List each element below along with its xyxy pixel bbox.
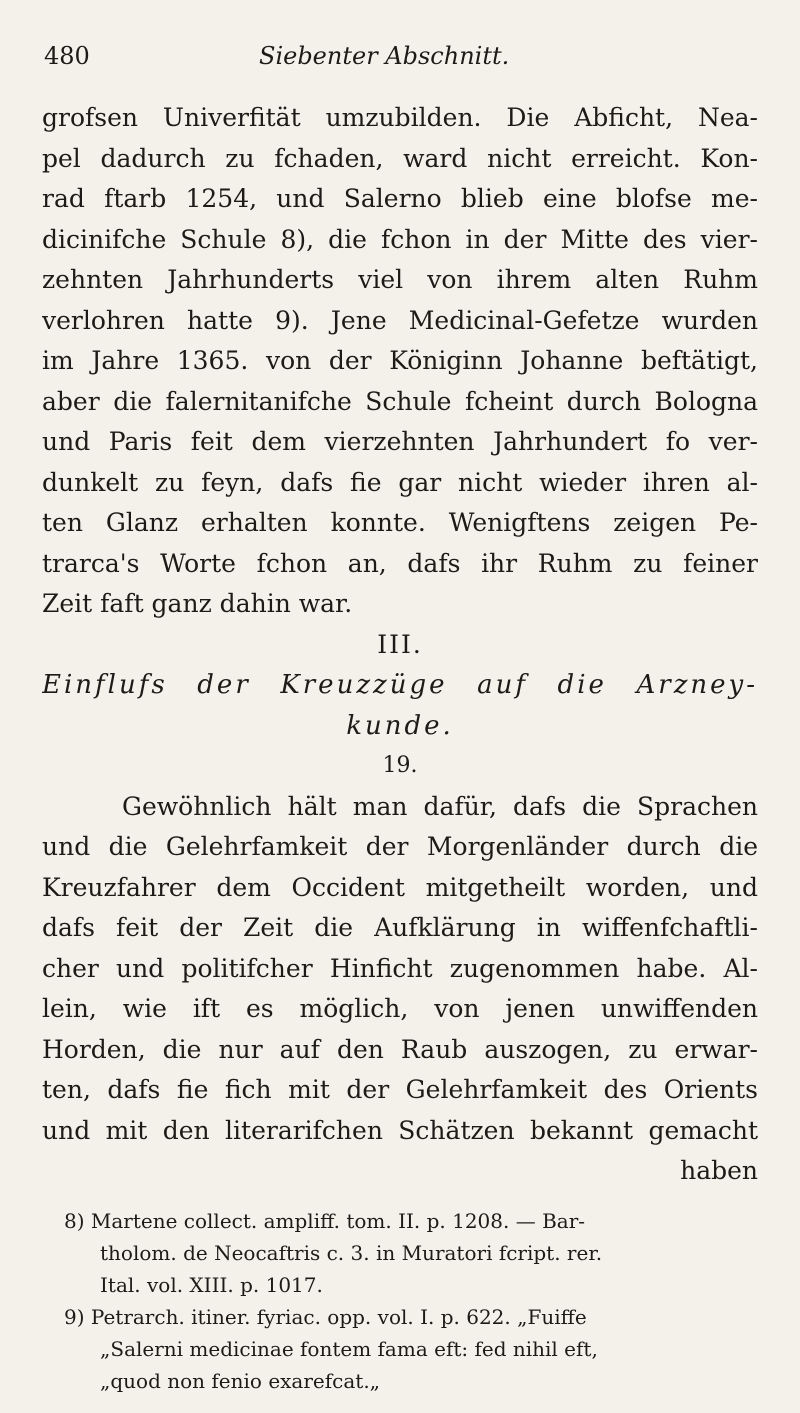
catchword: haben [680, 1156, 758, 1185]
footnote-line: „Salerni medicinae fontem fama eft: fed nihil eft, [100, 1337, 598, 1361]
footnotes [64, 1205, 758, 1397]
text-line: dafs feit der Zeit die Aufklärung in wiffenfchaftli- [42, 913, 758, 942]
text-line: zehnten Jahrhunderts viel von ihrem alten Ruhm [42, 265, 758, 294]
text-line: grofsen Univerfität umzubilden. Die Abficht, Nea- [42, 103, 758, 132]
text-line: und die Gelehrfamkeit der Morgenländer durch die [42, 832, 758, 861]
text-line: und mit den literarifchen Schätzen bekannt gemacht [42, 1115, 758, 1145]
text-line: aber die falernitanifche Schule fcheint durch Bologna [42, 386, 758, 416]
text-line: Gewöhnlich hält man dafür, dafs die Sprachen [122, 791, 758, 821]
text-line: Kreuzfahrer dem Occident mitgetheilt worden, und [42, 872, 758, 902]
text-line: lein, wie ift es möglich, von jenen unwiffenden [42, 994, 758, 1023]
text-line: ten, dafs fie fich mit der Gelehrfamkeit des Orients [42, 1075, 758, 1104]
text-line: verlohren hatte 9). Jene Medicinal-Gefetze wurden [42, 305, 758, 335]
text-line: und Paris feit dem vierzehnten Jahrhundert fo ver- [42, 427, 758, 456]
body-text [42, 98, 758, 1192]
text-line: im Jahre 1365. von der Königinn Johanne beftätigt, [42, 346, 758, 375]
page-number: 480 [44, 42, 90, 70]
text-line: trarca's Worte fchon an, dafs ihr Ruhm zu feiner [42, 548, 758, 578]
text-line: dicinifche Schule 8), die fchon in der Mitte des vier- [42, 224, 758, 254]
section-number: III. [377, 629, 423, 659]
paragraph-number: 19. [382, 753, 418, 778]
footnote-line: „quod non fenio exarefcat.„ [100, 1369, 381, 1393]
text-line: dunkelt zu feyn, dafs fie gar nicht wieder ihren al- [42, 467, 758, 497]
text-line: Zeit faft ganz dahin war. [42, 589, 353, 618]
text-line: rad ftarb 1254, und Salerno blieb eine blofse me- [42, 184, 758, 213]
text-line: pel dadurch zu fchaden, ward nicht erreicht. Kon- [42, 143, 758, 173]
text-line: cher und politifcher Hinficht zugenommen habe. Al- [42, 953, 758, 983]
footnote-line: tholom. de Neocaftris c. 3. in Muratori fcript. rer. [100, 1241, 603, 1265]
section-title-line: kunde. [346, 710, 454, 741]
text-line: ten Glanz erhalten konnte. Wenigftens zeigen Pe- [42, 508, 758, 537]
section-title-line: Einflufs der Kreuzzüge auf die Arzney- [42, 670, 758, 700]
text-line: Horden, die nur auf den Raub auszogen, zu erwar- [42, 1034, 758, 1064]
running-head: Siebenter Abschnitt. [259, 42, 510, 70]
footnote-line: Ital. vol. XIII. p. 1017. [100, 1273, 323, 1297]
page-header [44, 42, 760, 82]
footnote-line: 9) Petrarch. itiner. fyriac. opp. vol. I. p. 622. „Fuiffe [64, 1305, 587, 1329]
footnote-line: 8) Martene collect. ampliff. tom. II. p. 1208. — Bar- [64, 1209, 586, 1233]
